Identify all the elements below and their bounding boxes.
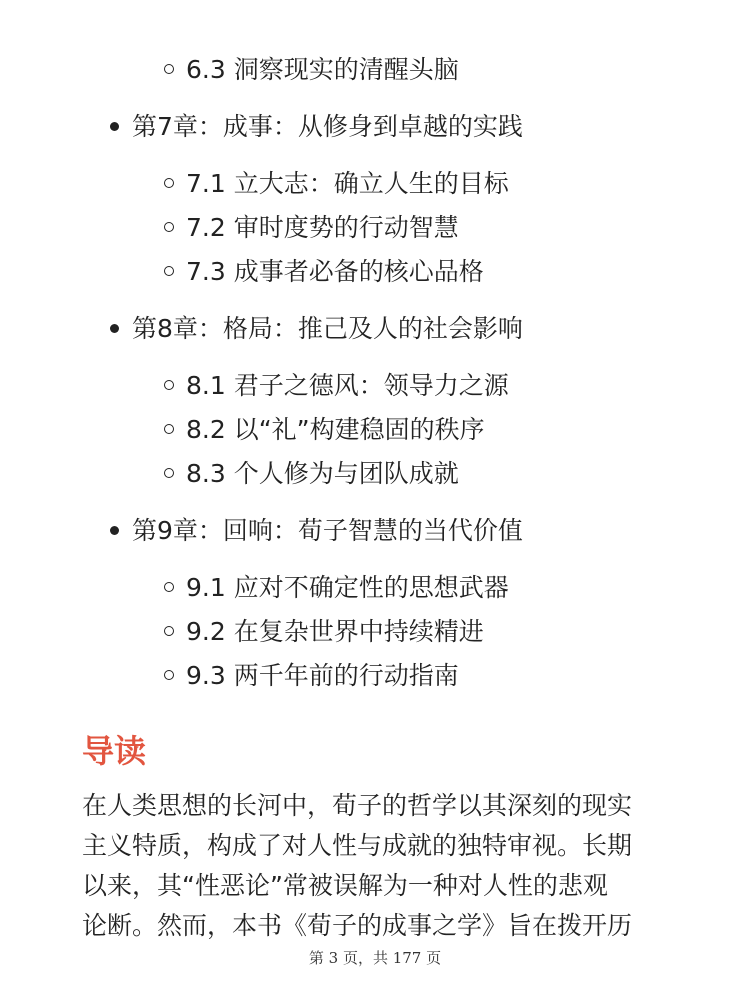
toc-chapter-item <box>132 509 523 553</box>
toc-subitem-label: 8.3 个人修为与团队成就 <box>186 459 459 488</box>
toc-subitem <box>186 408 485 452</box>
toc-subitem <box>186 452 459 496</box>
disc-bullet-icon <box>110 324 119 333</box>
disc-bullet-icon <box>110 526 119 535</box>
toc-subitem-label: 7.3 成事者必备的核心品格 <box>186 257 484 286</box>
toc-subitem-label: 8.1 君子之德风：领导力之源 <box>186 371 509 400</box>
toc-chapter-label: 第9章：回响：荀子智慧的当代价值 <box>132 516 523 545</box>
toc-subitem <box>186 206 459 250</box>
circle-bullet-icon <box>164 178 174 188</box>
toc-chapter-item <box>132 307 523 351</box>
circle-bullet-icon <box>164 582 174 592</box>
circle-bullet-icon <box>164 266 174 276</box>
paragraph-line: 主义特质，构成了对人性与成就的独特审视。长期 <box>82 831 633 860</box>
paragraph-line: 在人类思想的长河中，荀子的哲学以其深刻的现实 <box>82 791 633 820</box>
circle-bullet-icon <box>164 424 174 434</box>
toc-subitem-label: 9.2 在复杂世界中持续精进 <box>186 617 484 646</box>
paragraph-line: 以来，其“性恶论”常被误解为一种对人性的悲观 <box>82 871 608 900</box>
toc-subitem-label: 6.3 洞察现实的清醒头脑 <box>186 55 459 84</box>
toc-subitem-label: 8.2 以“礼”构建稳固的秩序 <box>186 415 485 444</box>
toc-subitem <box>186 654 459 698</box>
toc-subitem-label: 9.1 应对不确定性的思想武器 <box>186 573 509 602</box>
circle-bullet-icon <box>164 626 174 636</box>
toc-subitem-label: 7.1 立大志：确立人生的目标 <box>186 169 509 198</box>
section-heading: 导读 <box>82 732 147 770</box>
circle-bullet-icon <box>164 64 174 74</box>
body-paragraph <box>82 786 682 946</box>
disc-bullet-icon <box>110 122 119 131</box>
toc-subitem-label: 9.3 两千年前的行动指南 <box>186 661 459 690</box>
page-number-footer: 第 3 页，共 177 页 <box>308 949 442 967</box>
toc-subitem-label: 7.2 审时度势的行动智慧 <box>186 213 459 242</box>
toc-subitem <box>186 162 509 206</box>
toc-subitem <box>186 48 459 92</box>
circle-bullet-icon <box>164 380 174 390</box>
toc-subitem <box>186 610 484 654</box>
toc-subitem <box>186 566 509 610</box>
paragraph-line: 论断。然而，本书《荀子的成事之学》旨在拨开历 <box>82 911 633 940</box>
circle-bullet-icon <box>164 222 174 232</box>
circle-bullet-icon <box>164 670 174 680</box>
toc-chapter-label: 第8章：格局：推己及人的社会影响 <box>132 314 523 343</box>
toc-chapter-item <box>132 105 523 149</box>
toc-subitem <box>186 250 484 294</box>
toc-chapter-label: 第7章：成事：从修身到卓越的实践 <box>132 112 523 141</box>
toc-subitem <box>186 364 509 408</box>
circle-bullet-icon <box>164 468 174 478</box>
